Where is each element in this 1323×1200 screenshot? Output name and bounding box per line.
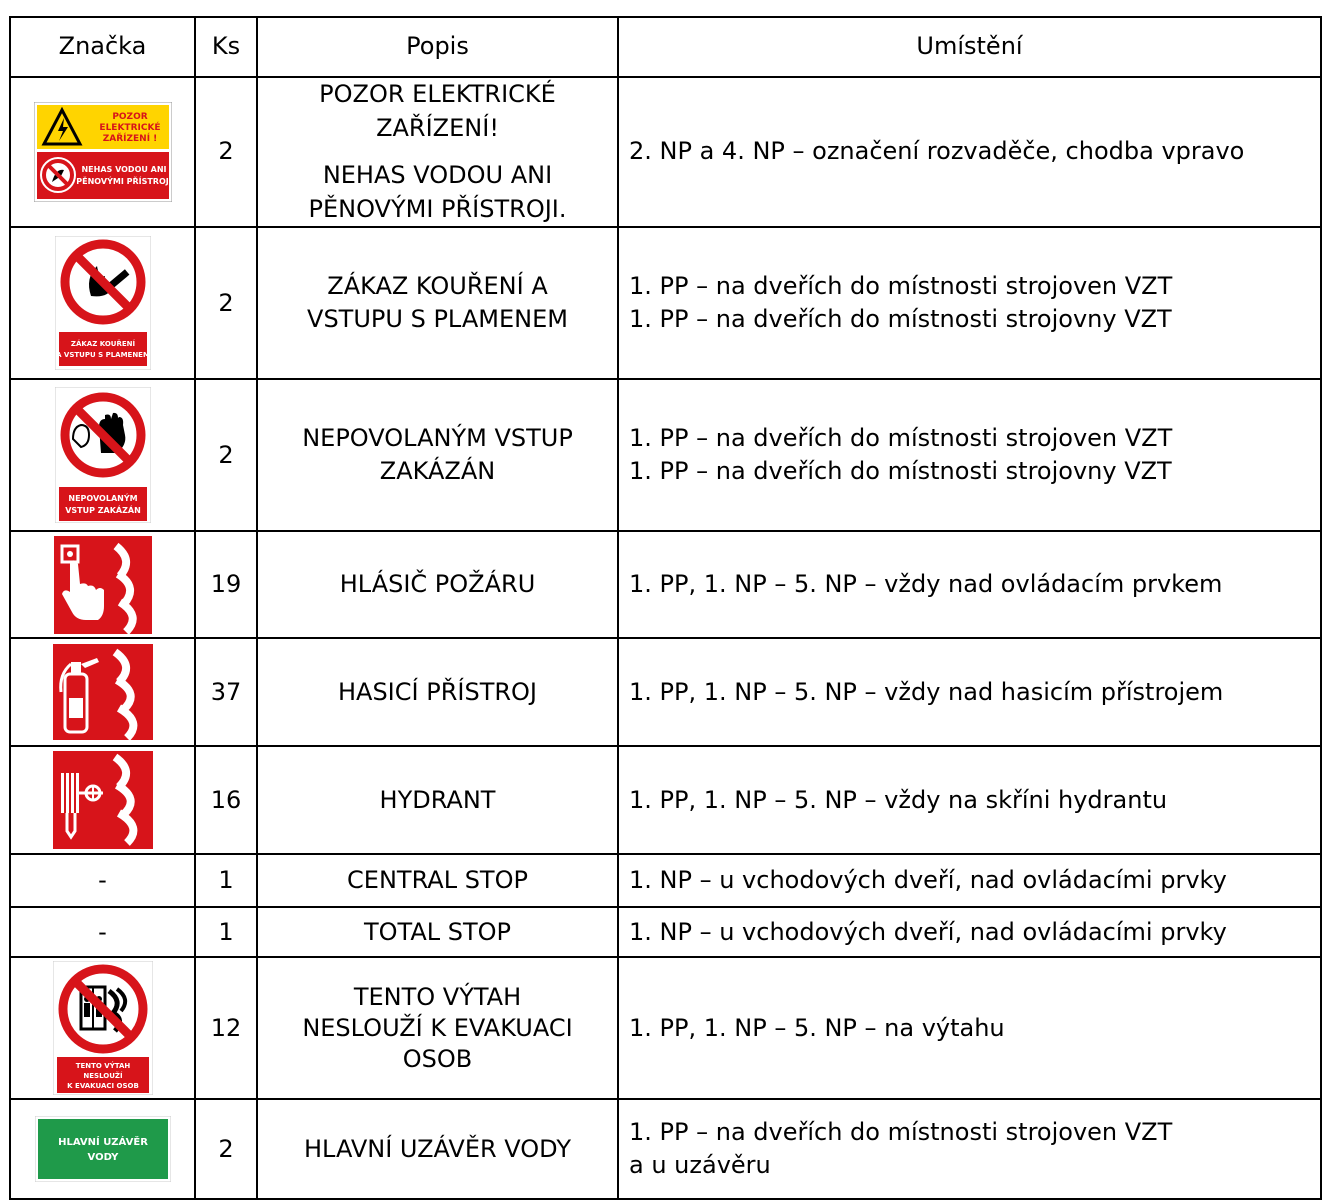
sign-cell <box>10 227 195 379</box>
desc-cell <box>257 77 618 227</box>
no-smoking-no-flame-sign-icon <box>55 236 151 370</box>
loc-line: 1. PP – na dveřích do místnosti strojoven VZT <box>629 271 1173 300</box>
desc-cell <box>257 854 618 907</box>
ks-cell: 2 <box>195 227 257 379</box>
loc-cell <box>618 1099 1321 1199</box>
table-row <box>10 77 1321 227</box>
fire-alarm-call-point-sign-icon <box>54 536 152 634</box>
loc-line: a u uzávěru <box>629 1151 771 1180</box>
table-row <box>10 379 1321 531</box>
loc-line: 1. PP, 1. NP – 5. NP – vždy nad hasicím přístrojem <box>629 677 1224 706</box>
loc-line: 1. PP, 1. NP – 5. NP – vždy na skříni hydrantu <box>629 785 1168 814</box>
ks-cell: 12 <box>195 957 257 1099</box>
ks-cell: 1 <box>195 907 257 957</box>
table-row <box>10 854 1321 907</box>
desc-line: OSOB <box>402 1044 473 1073</box>
electric-danger-no-water-sign-icon <box>34 102 172 202</box>
desc-line: NEHAS VODOU ANI <box>322 161 553 190</box>
table-row <box>10 907 1321 957</box>
desc-line: NEPOVOLANÝM VSTUP <box>302 423 573 452</box>
sign-text: NEHAS VODOU ANI <box>80 165 167 175</box>
loc-cell <box>618 907 1321 957</box>
loc-line: 1. NP – u vchodových dveří, nad ovládacími prvky <box>629 917 1227 946</box>
desc-line: ZAKÁZÁN <box>379 457 496 486</box>
desc-line: ZÁKAZ KOUŘENÍ A <box>327 271 548 300</box>
loc-line: 1. PP – na dveřích do místnosti strojoven VZT <box>629 423 1173 452</box>
ks-cell: 16 <box>195 746 257 854</box>
sign-text: POZOR <box>111 112 148 123</box>
desc-cell <box>257 638 618 746</box>
desc-line: VSTUPU S PLAMENEM <box>307 305 568 334</box>
table-row <box>10 227 1321 379</box>
sign-cell <box>10 746 195 854</box>
table-row <box>10 1099 1321 1199</box>
ks-cell: 2 <box>195 379 257 531</box>
sign-text: ZÁKAZ KOUŘENÍ <box>70 340 135 349</box>
sign-cell <box>10 531 195 638</box>
sign-cell <box>10 379 195 531</box>
desc-cell <box>257 531 618 638</box>
sign-text: NESLOUŽÍ <box>82 1072 123 1081</box>
desc-cell <box>257 957 618 1099</box>
sign-cell <box>10 638 195 746</box>
desc-line: CENTRAL STOP <box>347 866 528 895</box>
loc-cell <box>618 957 1321 1099</box>
ks-cell: 2 <box>195 1099 257 1199</box>
desc-line: HLÁSIČ POŽÁRU <box>339 570 536 599</box>
sign-text: K EVAKUACI OSOB <box>66 1082 139 1091</box>
fire-hose-hydrant-sign-icon <box>53 751 153 849</box>
header-umisteni: Umístění <box>618 17 1321 77</box>
loc-line: 1. PP – na dveřích do místnosti strojoven VZT <box>629 1117 1173 1146</box>
sign-text: ELEKTRICKÉ <box>98 123 161 134</box>
desc-cell <box>257 746 618 854</box>
desc-cell <box>257 379 618 531</box>
sign-cell: - <box>10 907 195 957</box>
sign-cell: - <box>10 854 195 907</box>
no-entry-unauthorized-sign-icon <box>55 387 151 523</box>
loc-cell <box>618 746 1321 854</box>
desc-line: HYDRANT <box>379 785 496 814</box>
loc-cell <box>618 638 1321 746</box>
loc-line: 2. NP a 4. NP – označení rozvaděče, chodba vpravo <box>629 137 1245 166</box>
no-lift-in-fire-sign-icon <box>53 961 153 1095</box>
loc-cell <box>618 854 1321 907</box>
desc-line: ZAŘÍZENÍ! <box>376 113 499 142</box>
loc-line: 1. PP, 1. NP – 5. NP – na výtahu <box>629 1013 1005 1042</box>
sign-cell <box>10 1099 195 1199</box>
ks-cell: 2 <box>195 77 257 227</box>
sign-text: NEPOVOLANÝM <box>67 494 138 504</box>
desc-line: HLAVNÍ UZÁVĚR VODY <box>304 1134 571 1163</box>
loc-line: 1. PP – na dveřích do místnosti strojovny VZT <box>629 305 1172 334</box>
desc-line: HASICÍ PŘÍSTROJ <box>337 677 537 706</box>
sign-text: VODY <box>87 1152 118 1164</box>
table-header-row <box>10 17 1321 77</box>
signage-table <box>9 16 1322 1200</box>
desc-line: NESLOUŽÍ K EVAKUACI <box>302 1013 573 1042</box>
sign-cell <box>10 77 195 227</box>
sign-text: PĚNOVÝMI PŘÍSTROJI <box>75 177 172 187</box>
sign-cell <box>10 957 195 1099</box>
desc-cell <box>257 907 618 957</box>
sign-text: ZAŘÍZENÍ ! <box>102 134 157 145</box>
loc-line: 1. PP – na dveřích do místnosti strojovny VZT <box>629 457 1172 486</box>
fire-extinguisher-sign-icon <box>53 644 153 740</box>
table-row <box>10 957 1321 1099</box>
desc-line: TENTO VÝTAH <box>353 982 522 1011</box>
sign-text: A VSTUPU S PLAMENEM <box>55 351 150 360</box>
desc-cell <box>257 1099 618 1199</box>
loc-cell <box>618 531 1321 638</box>
desc-line: TOTAL STOP <box>363 917 512 946</box>
loc-line: 1. NP – u vchodových dveří, nad ovládacími prvky <box>629 866 1227 895</box>
loc-line: 1. PP, 1. NP – 5. NP – vždy nad ovládacím prvkem <box>629 570 1223 599</box>
ks-cell: 19 <box>195 531 257 638</box>
loc-cell <box>618 379 1321 531</box>
loc-cell <box>618 77 1321 227</box>
desc-line: PĚNOVÝMI PŘÍSTROJI. <box>308 194 567 223</box>
sign-text: TENTO VÝTAH <box>75 1062 130 1071</box>
loc-cell <box>618 227 1321 379</box>
header-ks: Ks <box>195 17 257 77</box>
ks-cell: 37 <box>195 638 257 746</box>
sign-text: HLAVNÍ UZÁVĚR <box>57 1137 148 1149</box>
header-popis: Popis <box>257 17 618 77</box>
table-row <box>10 531 1321 638</box>
table-row <box>10 746 1321 854</box>
header-znacka: Značka <box>10 17 195 77</box>
sign-text: VSTUP ZAKÁZÁN <box>64 506 141 516</box>
table-row <box>10 638 1321 746</box>
desc-line: POZOR ELEKTRICKÉ <box>319 80 556 108</box>
main-water-valve-sign-icon <box>35 1116 171 1182</box>
ks-cell: 1 <box>195 854 257 907</box>
desc-cell <box>257 227 618 379</box>
